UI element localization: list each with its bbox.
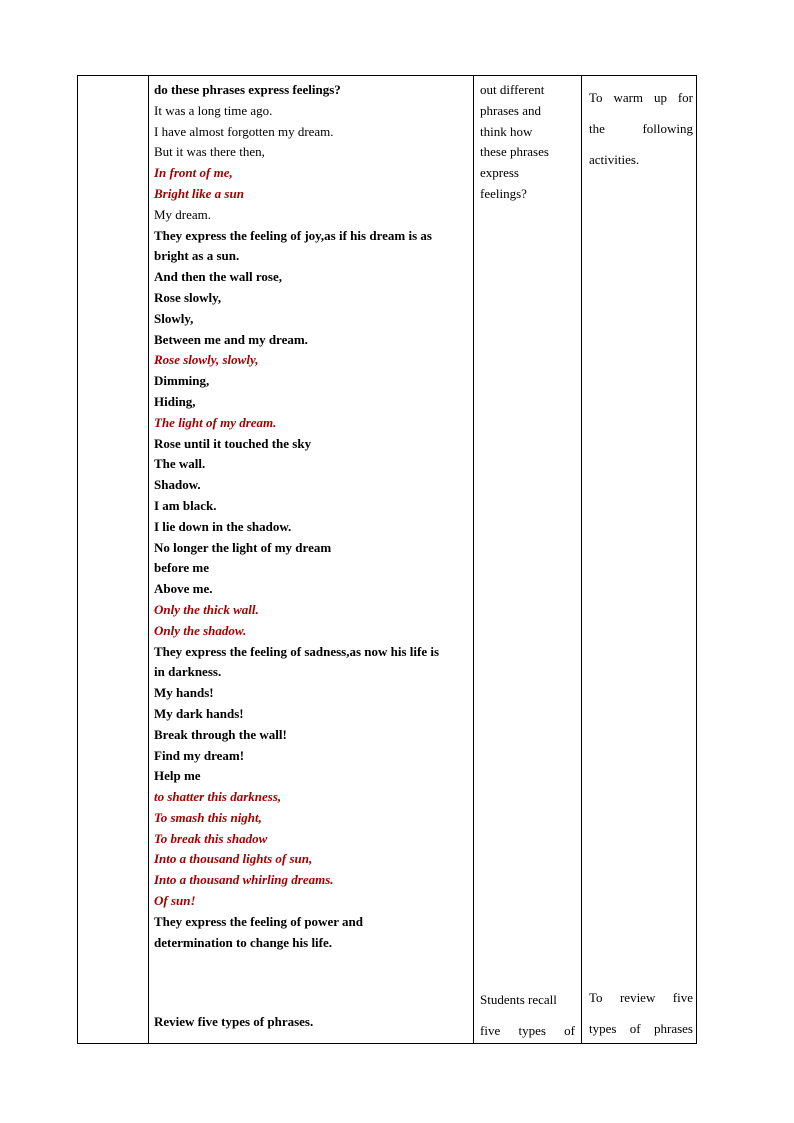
text-line: It was a long time ago. <box>154 102 273 118</box>
recall-line <box>480 1015 575 1046</box>
text-line: Hiding, <box>154 393 196 409</box>
highlighted-phrase-line: To smash this night, <box>154 809 262 825</box>
text-line: But it was there then, <box>154 144 265 160</box>
student-activity-line: phrases and <box>480 102 542 118</box>
text-line: I lie down in the shadow. <box>154 518 292 534</box>
text-line: do these phrases express feelings? <box>154 82 341 97</box>
word: five <box>672 990 693 1005</box>
word: of <box>564 1023 575 1038</box>
purpose-column <box>589 82 693 175</box>
text-line: Shadow. <box>154 477 201 493</box>
text-line: I am black. <box>154 497 217 513</box>
text-line: Help me <box>154 768 201 784</box>
students-recall-text <box>480 984 575 1046</box>
text-line: They express the feeling of power and <box>154 913 363 929</box>
highlighted-phrase-line: The light of my dream. <box>154 414 277 430</box>
text-line: Between me and my dream. <box>154 331 308 347</box>
recall-line <box>480 984 575 1015</box>
text-line: The wall. <box>154 456 206 472</box>
highlighted-phrase-line: Rose slowly, slowly, <box>154 352 259 368</box>
word: types <box>518 1023 546 1038</box>
text-line: Above me. <box>154 581 213 597</box>
purpose-line <box>589 144 693 175</box>
word: up <box>653 90 667 105</box>
text-line: My hands! <box>154 685 214 701</box>
highlighted-phrase-line: In front of me, <box>154 165 233 181</box>
word: review <box>619 990 656 1005</box>
highlighted-phrase-line: to shatter this darkness, <box>154 789 282 805</box>
text-line: Dimming, <box>154 373 210 389</box>
review-purpose-line <box>589 982 693 1013</box>
word: types <box>589 1021 617 1036</box>
student-activity-line: these phrases <box>480 144 549 160</box>
word: the <box>589 121 605 136</box>
review-purpose-text <box>589 982 693 1044</box>
student-activity-line: think how <box>480 123 533 139</box>
column-divider <box>473 76 474 1043</box>
text-line: before me <box>154 560 209 576</box>
text-line: No longer the light of my dream <box>154 539 332 555</box>
highlighted-phrase-line: Of sun! <box>154 893 196 909</box>
text-line: Slowly, <box>154 310 194 326</box>
text-line: They express the feeling of sadness,as now his life is <box>154 643 440 659</box>
word: To <box>589 90 603 105</box>
empty-stage-column <box>78 76 149 1043</box>
word: five <box>480 1023 501 1038</box>
student-activity-line: feelings? <box>480 185 527 201</box>
word: of <box>629 1021 641 1036</box>
word: warm <box>613 90 644 105</box>
teacher-activity-column <box>154 80 472 953</box>
word: for <box>677 90 693 105</box>
text-line: They express the feeling of joy,as if his dream is as <box>154 227 432 243</box>
review-purpose-line <box>589 1013 693 1044</box>
highlighted-phrase-line: Only the shadow. <box>154 622 247 638</box>
highlighted-phrase-line: Only the thick wall. <box>154 601 259 617</box>
text-line: And then the wall rose, <box>154 269 282 285</box>
lesson-plan-table <box>77 75 697 1044</box>
student-activity-column <box>480 80 578 205</box>
column-divider <box>581 76 582 1043</box>
text-line: bright as a sun. <box>154 248 240 264</box>
text-line: My dream. <box>154 206 212 222</box>
text-line: Rose until it touched the sky <box>154 435 312 451</box>
highlighted-phrase-line: Into a thousand lights of sun, <box>154 851 313 867</box>
word: following <box>642 121 693 136</box>
highlighted-phrase-line: To break this shadow <box>154 830 268 846</box>
text-line: Break through the wall! <box>154 726 287 742</box>
highlighted-phrase-line: Bright like a sun <box>154 185 244 201</box>
text-line: determination to change his life. <box>154 934 333 950</box>
word: phrases <box>653 1021 693 1036</box>
word: activities. <box>589 152 640 167</box>
purpose-line <box>589 82 693 113</box>
text-line: I have almost forgotten my dream. <box>154 123 334 139</box>
text-line: My dark hands! <box>154 705 244 721</box>
student-activity-line: out different <box>480 82 545 97</box>
highlighted-phrase-line: Into a thousand whirling dreams. <box>154 872 334 888</box>
purpose-line <box>589 113 693 144</box>
word: Students recall <box>480 992 557 1007</box>
text-line: Find my dream! <box>154 747 245 763</box>
text-line: in darkness. <box>154 664 222 680</box>
student-activity-line: express <box>480 165 519 181</box>
review-phrases-text: Review five types of phrases. <box>154 1014 314 1029</box>
text-line: Rose slowly, <box>154 289 222 305</box>
word: To <box>589 990 603 1005</box>
